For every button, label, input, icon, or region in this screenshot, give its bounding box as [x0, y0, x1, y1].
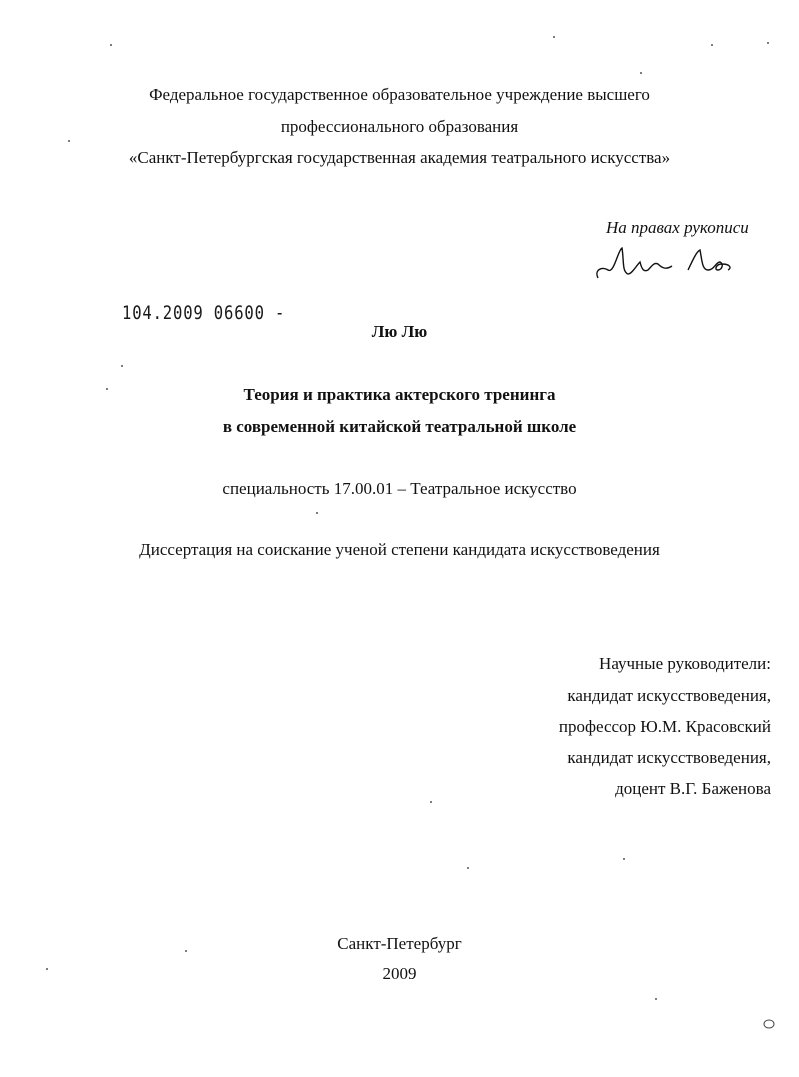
- scan-speck: [623, 858, 625, 860]
- degree-statement: Диссертация на соискание ученой степени кандидата искусствоведения: [139, 540, 660, 559]
- scan-speck: [110, 44, 112, 46]
- scan-mark-icon: [762, 1018, 776, 1030]
- scan-speck: [106, 388, 108, 390]
- institution-line-3: «Санкт-Петербургская государственная академия театрального искусства»: [128, 148, 671, 167]
- supervisor-line: доцент В.Г. Баженова: [615, 779, 771, 798]
- scan-speck: [767, 42, 769, 44]
- scan-speck: [316, 512, 318, 514]
- scan-speck: [467, 867, 469, 869]
- specialty: специальность 17.00.01 – Театральное искусство: [222, 479, 577, 498]
- scan-speck: [68, 140, 70, 142]
- institution-line-1: Федеральное государственное образовательное учреждение высшего: [149, 85, 650, 104]
- scan-speck: [711, 44, 713, 46]
- scan-speck: [430, 801, 432, 803]
- supervisors-heading: Научные руководители:: [599, 654, 771, 673]
- supervisor-line: кандидат искусствоведения,: [567, 748, 771, 767]
- scan-speck: [655, 998, 657, 1000]
- title-line-1: Теория и практика актерского тренинга: [243, 385, 556, 404]
- city: Санкт-Петербург: [337, 934, 462, 953]
- institution-line-2: профессионального образования: [280, 117, 519, 136]
- scan-speck: [121, 365, 123, 367]
- supervisor-line: профессор Ю.М. Красовский: [558, 717, 771, 736]
- year: 2009: [382, 964, 417, 983]
- scan-speck: [185, 950, 187, 952]
- scan-speck: [46, 968, 48, 970]
- scan-speck: [640, 72, 642, 74]
- stamp-code: 104.2009 06600 -: [122, 302, 286, 324]
- manuscript-note: На правах рукописи: [606, 218, 749, 237]
- scan-speck: [553, 36, 555, 38]
- author-name: Лю Лю: [371, 322, 428, 341]
- title-line-2: в современной китайской театральной школе: [222, 417, 577, 436]
- supervisor-line: кандидат искусствоведения,: [567, 686, 771, 705]
- handwritten-signature: [592, 240, 752, 285]
